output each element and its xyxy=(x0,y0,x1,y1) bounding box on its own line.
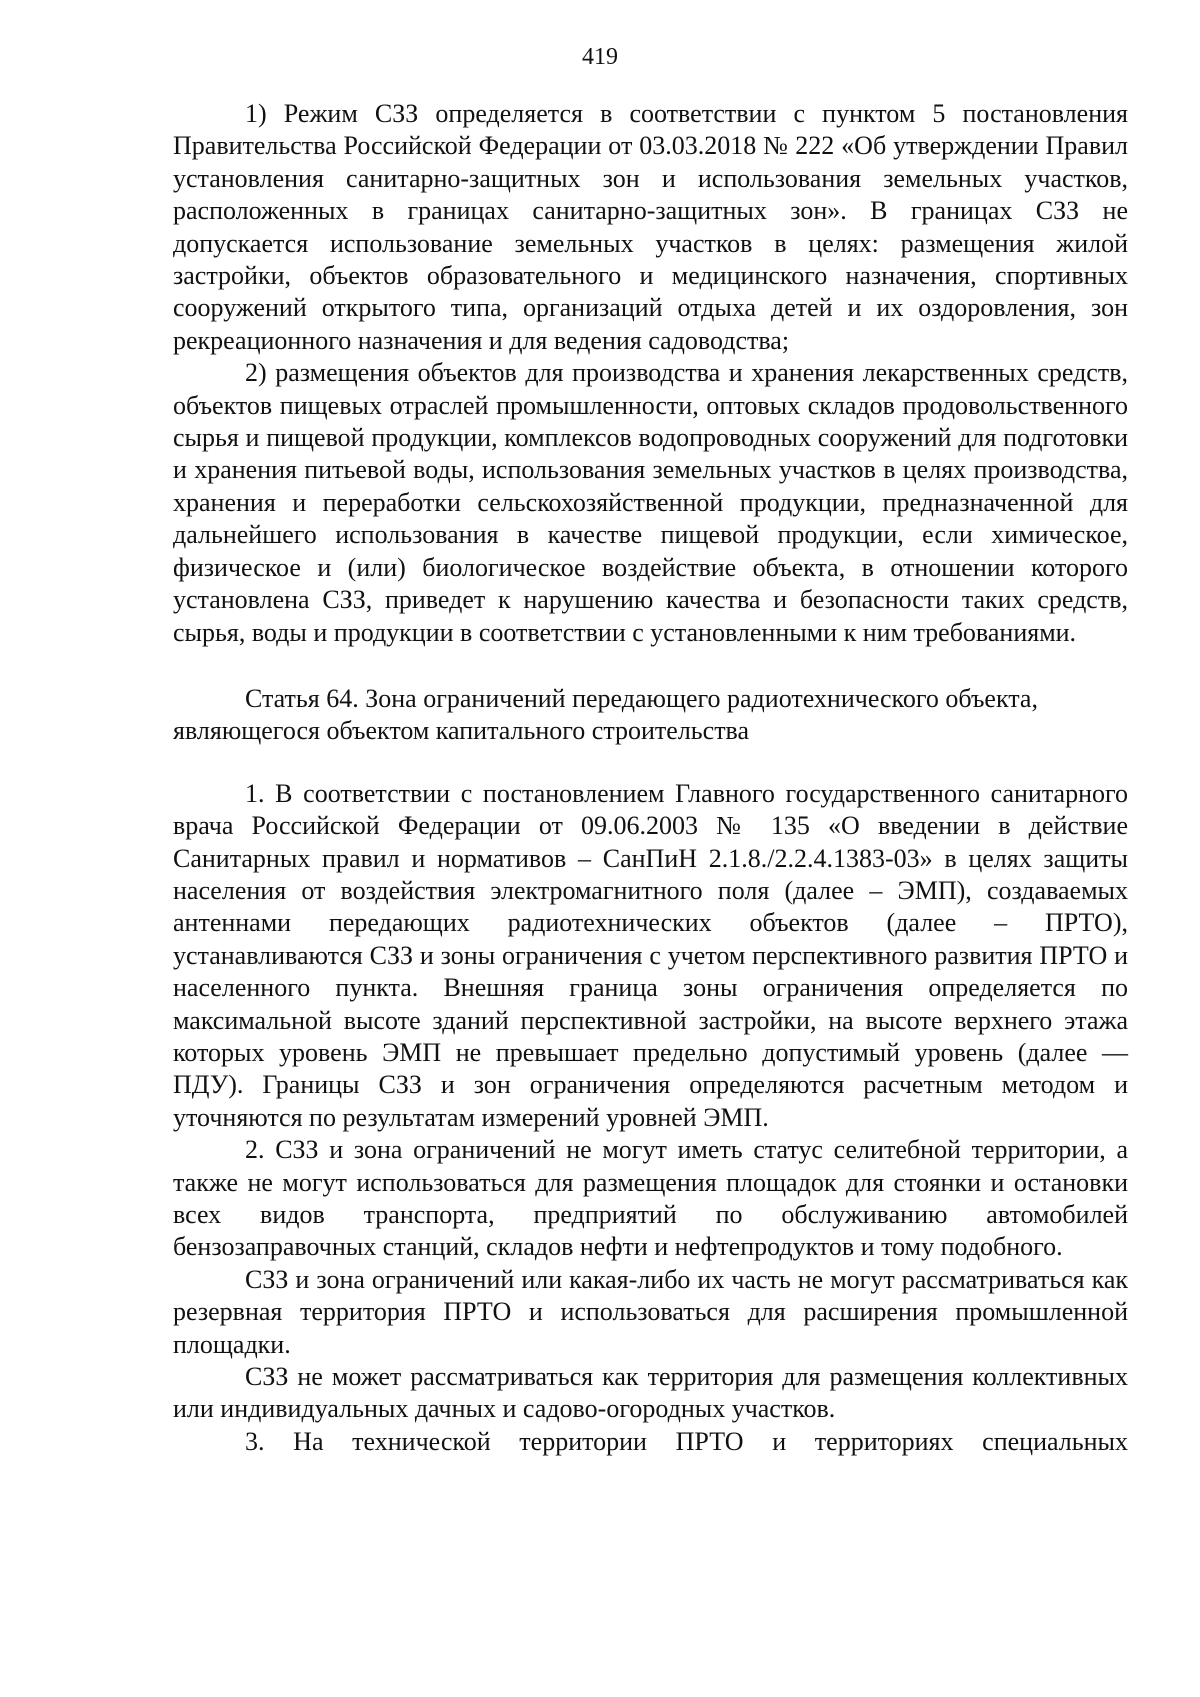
paragraph-point-2: 2. СЗЗ и зона ограничений не могут иметь статус селитебной территории, а также не могут использоваться для размещения площадок для стоянки и остановки всех видов транспорта, предприятий по обслуживанию автомобилей бензозаправочных станций, складов нефти и нефтепродуктов и тому подобного. xyxy=(173,1135,1128,1262)
paragraph-item-1: 1) Режим СЗЗ определяется в соответствии с пунктом 5 постановления Правительства Российской Федерации от 03.03.2018 № 222 «Об утверждении Правил установления санитарно-защитных зон и использования земельных участков, расположенных в границах санитарно-защитных зон». В границах СЗЗ не допускается использование земельных участков в целях: размещения жилой застройки, объектов образовательного и медицинского назначения, спортивных сооружений открытого типа, организаций отдыха детей и их оздоровления, зон рекреационного назначения и для ведения садоводства; xyxy=(173,99,1128,355)
paragraph-item-2: 2) размещения объектов для производства и хранения лекарственных средств, объектов пищевых отраслей промышленности, оптовых складов продовольственного сырья и пищевой продукции, комплексов водопроводных сооружений для подготовки и хранения питьевой воды, использования земельных участков в целях производства, хранения и переработки сельскохозяйственной продукции, предназначенной для дальнейшего использования в качестве пищевой продукции, если химическое, физическое и (или) биологическое воздействие объекта, в отношении которого установлена СЗЗ, приведет к нарушению качества и безопасности таких средств, сырья, воды и продукции в соответствии с установленными к ним требованиями. xyxy=(173,358,1128,647)
page-number: 419 xyxy=(582,44,618,70)
paragraph-point-3-start: 3. На технической территории ПРТО и территориях специальных xyxy=(245,1426,1128,1456)
paragraph-point-1: 1. В соответствии с постановлением Главного государственного санитарного врача Российской Федерации от 09.06.2003 № 135 «О введении в действие Санитарных правил и нормативов – СанПиН 2.1.8./2.2.4.1383-03» в целях защиты населения от воздействия электромагнитного поля (далее – ЭМП), создаваемых антеннами передающих радиотехнических объектов (далее – ПРТО), устанавливаются СЗЗ и зоны ограничения с учетом перспективного развития ПРТО и населенного пункта. Внешняя граница зоны ограничения определяется по максимальной высоте зданий перспективной застройки, на высоте верхнего этажа которых уровень ЭМП не превышает предельно допустимый уровень (далее — ПДУ). Границы СЗЗ и зон ограничения определяются расчетным методом и уточняются по результатам измерений уровней ЭМП. xyxy=(173,778,1128,1132)
article-64-heading: Статья 64. Зона ограничений передающего радиотехнического объекта, являющегося объектом капитального строительства xyxy=(173,683,1038,746)
paragraph-dacha-plots: СЗЗ не может рассматриваться как территория для размещения коллективных или индивидуальных дачных и садово-огородных участков. xyxy=(173,1362,1128,1424)
paragraph-reserve-territory: СЗЗ и зона ограничений или какая-либо их часть не могут рассматриваться как резервная территория ПРТО и использоваться для расширения промышленной площадки. xyxy=(173,1264,1128,1359)
document-body xyxy=(173,98,1128,1458)
